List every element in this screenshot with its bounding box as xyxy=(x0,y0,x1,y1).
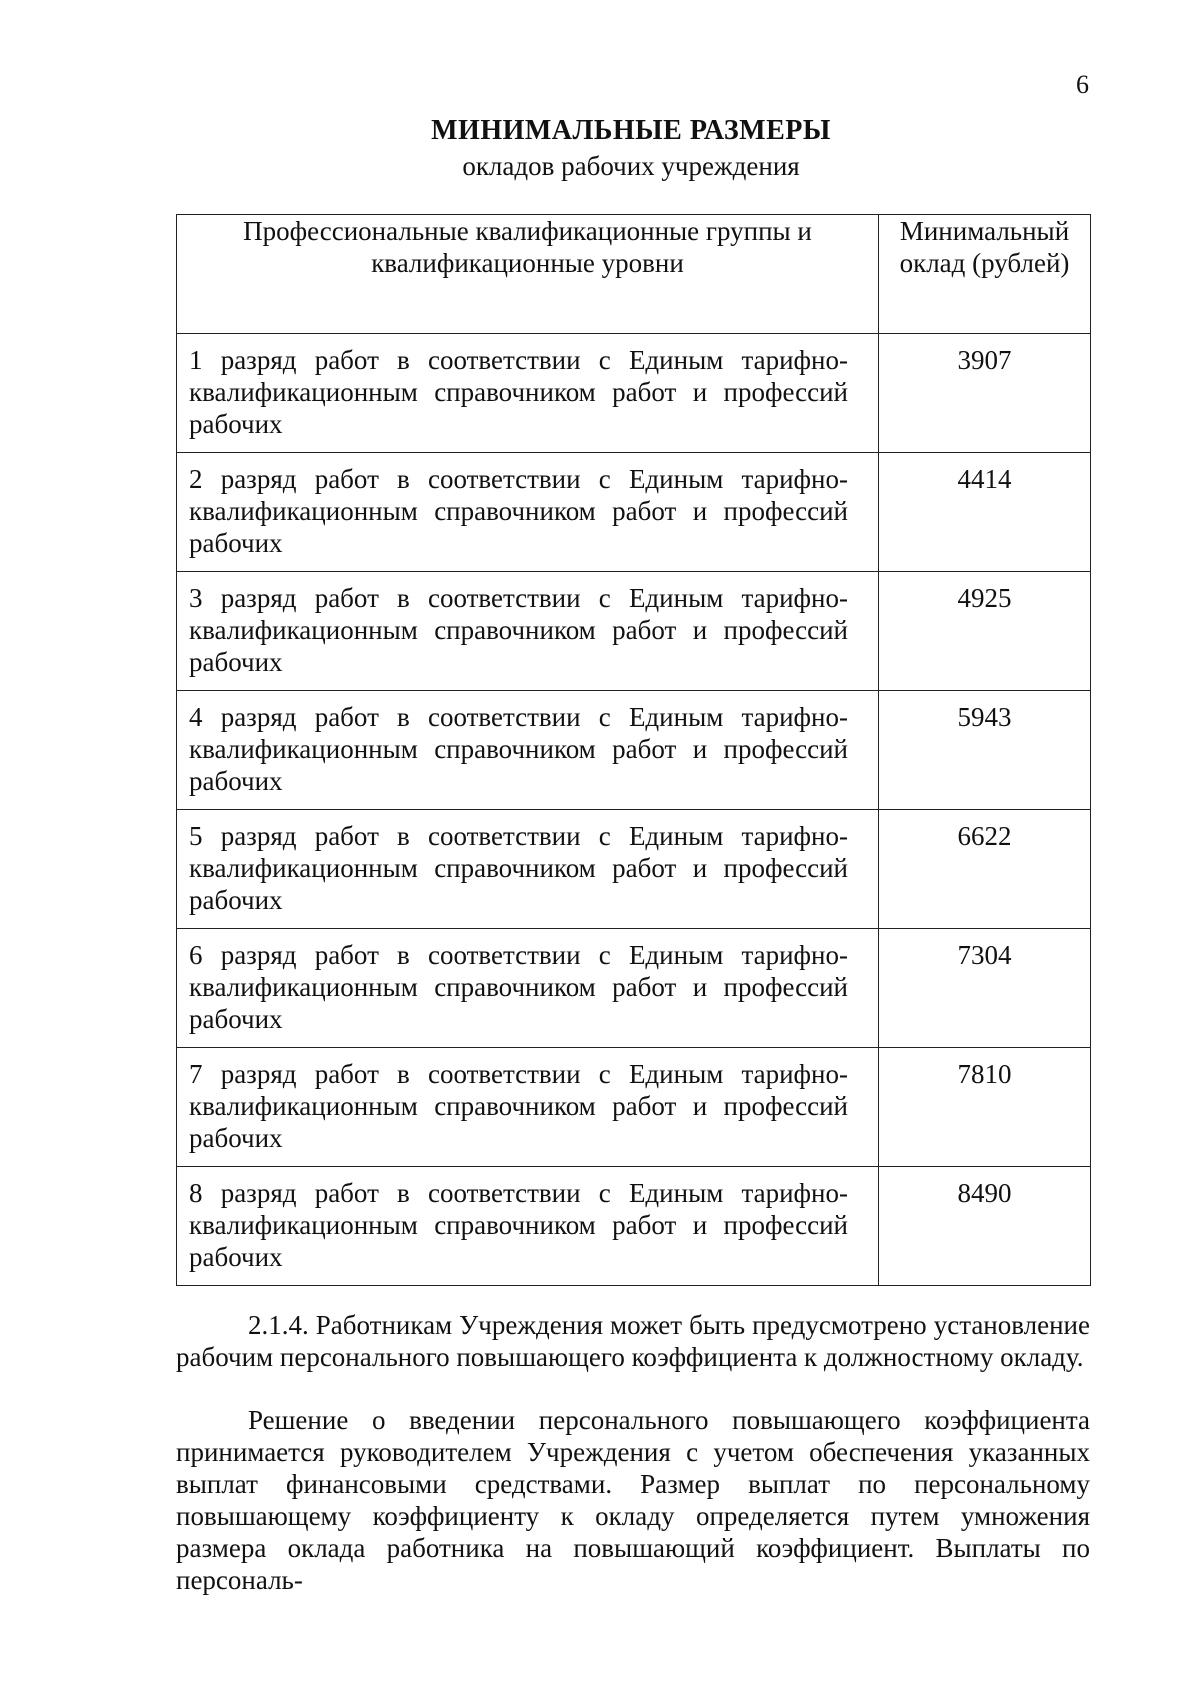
row-salary-value: 6622 xyxy=(957,821,1012,851)
row-salary-value: 7304 xyxy=(957,940,1012,970)
table-row xyxy=(177,572,1091,691)
header-min-salary xyxy=(879,215,1091,334)
header-groups xyxy=(177,215,879,334)
row-description xyxy=(177,691,879,810)
paragraph-decision: Решение о введении персонального повышающего коэффициента принимается руководителем Учреждения с учетом обеспечения указанных выплат финансовыми средствами. Размер выплат по персональному повышающему коэффициенту к окладу определяется путем умножения размера оклада работника на повышающий коэффициент. Выплаты по персональ- xyxy=(176,1405,1090,1595)
row-salary xyxy=(879,1167,1091,1286)
row-description xyxy=(177,1167,879,1286)
table-row xyxy=(177,929,1091,1048)
row-description xyxy=(177,453,879,572)
row-description-text: 2 разряд работ в соответствии с Единым тарифно-квалификационным справочником работ и профессий рабочих xyxy=(189,464,848,558)
row-description xyxy=(177,810,879,929)
row-description-text: 6 разряд работ в соответствии с Единым тарифно-квалификационным справочником работ и профессий рабочих xyxy=(189,940,848,1034)
row-salary xyxy=(879,691,1091,810)
row-description-text: 3 разряд работ в соответствии с Единым тарифно-квалификационным справочником работ и профессий рабочих xyxy=(189,583,848,677)
page-subtitle: окладов рабочих учреждения xyxy=(462,151,800,181)
row-description-text: 5 разряд работ в соответствии с Единым тарифно-квалификационным справочником работ и профессий рабочих xyxy=(189,821,848,915)
salary-table xyxy=(176,214,1091,1286)
row-salary-value: 4414 xyxy=(957,464,1012,494)
table-row xyxy=(177,691,1091,810)
row-salary-value: 4925 xyxy=(957,583,1012,613)
row-salary-value: 5943 xyxy=(957,702,1012,732)
table-row xyxy=(177,334,1091,453)
row-description xyxy=(177,929,879,1048)
header-min-salary-label: Минимальный оклад (рублей) xyxy=(899,216,1070,278)
page-number: 6 xyxy=(1076,70,1089,99)
row-description-text: 4 разряд работ в соответствии с Единым тарифно-квалификационным справочником работ и профессий рабочих xyxy=(189,702,848,796)
paragraph-2-1-4: 2.1.4. Работникам Учреждения может быть предусмотрено установление рабочим персонального повышающего коэффициента к должностному окладу. xyxy=(176,1310,1090,1372)
row-description-text: 7 разряд работ в соответствии с Единым тарифно-квалификационным справочником работ и профессий рабочих xyxy=(189,1059,848,1153)
table-row xyxy=(177,1048,1091,1167)
row-salary xyxy=(879,572,1091,691)
row-salary xyxy=(879,929,1091,1048)
row-salary-value: 7810 xyxy=(957,1059,1012,1089)
row-salary xyxy=(879,1048,1091,1167)
table-row xyxy=(177,1167,1091,1286)
row-description xyxy=(177,334,879,453)
row-salary xyxy=(879,453,1091,572)
table-row xyxy=(177,810,1091,929)
row-salary xyxy=(879,810,1091,929)
row-description xyxy=(177,1048,879,1167)
row-salary-value: 8490 xyxy=(957,1178,1012,1208)
row-salary-value: 3907 xyxy=(957,345,1012,375)
table-header-row xyxy=(177,215,1091,334)
header-groups-label: Профессиональные квалификационные группы и квалификационные уровни xyxy=(243,216,812,278)
page-title: МИНИМАЛЬНЫЕ РАЗМЕРЫ xyxy=(431,115,831,146)
row-description xyxy=(177,572,879,691)
row-salary xyxy=(879,334,1091,453)
row-description-text: 1 разряд работ в соответствии с Единым тарифно-квалификационным справочником работ и профессий рабочих xyxy=(189,345,848,439)
row-description-text: 8 разряд работ в соответствии с Единым тарифно-квалификационным справочником работ и профессий рабочих xyxy=(189,1178,848,1272)
table-row xyxy=(177,453,1091,572)
